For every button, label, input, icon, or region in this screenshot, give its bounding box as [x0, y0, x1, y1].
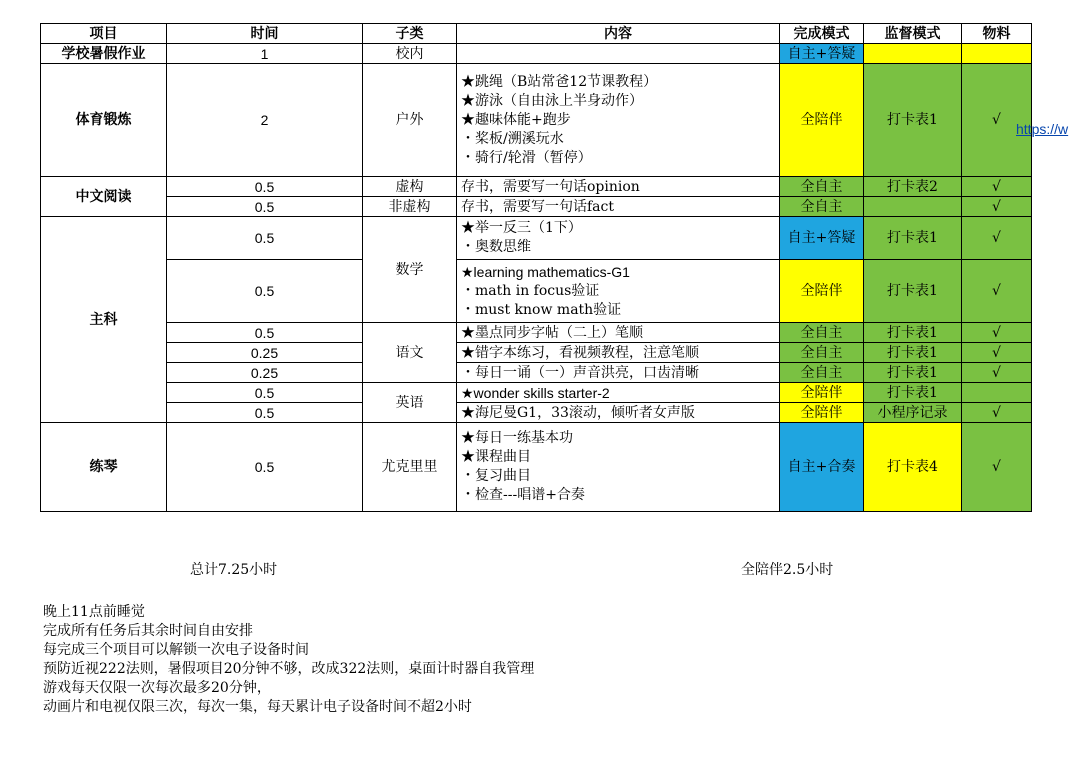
material-cell[interactable]: √: [962, 363, 1032, 383]
note-line: 每完成三个项目可以解锁一次电子设备时间: [43, 642, 309, 658]
time-cell[interactable]: 0.5: [167, 197, 363, 217]
time-cell[interactable]: 0.5: [167, 383, 363, 403]
supervise-cell[interactable]: 打卡表1: [864, 64, 962, 177]
supervise-cell[interactable]: [864, 44, 962, 64]
table-row: [41, 217, 1032, 260]
table-row: [41, 383, 1032, 403]
mode-cell[interactable]: 全自主: [780, 177, 864, 197]
time-cell[interactable]: 0.5: [167, 323, 363, 343]
table-row: [41, 323, 1032, 343]
subcategory-cell[interactable]: 尤克里里: [363, 423, 457, 512]
subcategory-cell[interactable]: 非虚构: [363, 197, 457, 217]
supervise-cell[interactable]: 打卡表1: [864, 363, 962, 383]
mode-cell[interactable]: 自主+答疑: [780, 217, 864, 260]
table-row: [41, 343, 1032, 363]
time-cell[interactable]: 0.5: [167, 423, 363, 512]
mode-cell[interactable]: 全自主: [780, 323, 864, 343]
subcategory-cell[interactable]: 语文: [363, 323, 457, 383]
material-cell[interactable]: √: [962, 403, 1032, 423]
content-cell[interactable]: 存书，需要写一句话fact: [457, 197, 780, 217]
mode-cell[interactable]: 全自主: [780, 197, 864, 217]
table-row: [41, 64, 1032, 177]
subcategory-cell[interactable]: 虚构: [363, 177, 457, 197]
supervise-cell[interactable]: 打卡表1: [864, 383, 962, 403]
table-row: [41, 44, 1032, 64]
time-cell[interactable]: 0.25: [167, 343, 363, 363]
mode-cell[interactable]: 自主+答疑: [780, 44, 864, 64]
content-line: ・桨板/溯溪玩水: [461, 130, 564, 147]
content-cell[interactable]: ・每日一诵（一）声音洪亮，口齿清晰: [457, 363, 780, 383]
table-row: [41, 363, 1032, 383]
mode-cell[interactable]: 全自主: [780, 363, 864, 383]
header-content[interactable]: 内容: [457, 24, 780, 44]
content-line: ・检查---唱谱+合奏: [461, 487, 585, 503]
content-cell[interactable]: [457, 423, 780, 512]
notes-list: [43, 603, 534, 717]
table-row: [41, 423, 1032, 512]
header-row: [41, 24, 1032, 44]
supervise-cell[interactable]: 打卡表1: [864, 343, 962, 363]
header-subcategory[interactable]: 子类: [363, 24, 457, 44]
mode-cell[interactable]: 全陪伴: [780, 64, 864, 177]
material-cell[interactable]: √: [962, 260, 1032, 323]
table-row: [41, 403, 1032, 423]
material-cell[interactable]: √: [962, 197, 1032, 217]
material-cell[interactable]: √: [962, 177, 1032, 197]
content-line: ・must know math验证: [461, 301, 622, 318]
content-cell[interactable]: [457, 260, 780, 323]
time-cell[interactable]: 0.5: [167, 217, 363, 260]
time-cell[interactable]: 0.5: [167, 260, 363, 323]
content-cell[interactable]: [457, 217, 780, 260]
material-cell[interactable]: √: [962, 343, 1032, 363]
content-cell[interactable]: ★错字本练习，看视频教程，注意笔顺: [457, 343, 780, 363]
header-time[interactable]: 时间: [167, 24, 363, 44]
supervise-cell[interactable]: 打卡表2: [864, 177, 962, 197]
content-cell[interactable]: ★墨点同步字帖（二上）笔顺: [457, 323, 780, 343]
content-line: ・骑行/轮滑（暂停）: [461, 149, 592, 166]
mode-cell[interactable]: 全陪伴: [780, 403, 864, 423]
time-cell[interactable]: 0.5: [167, 177, 363, 197]
total-hours: 总计7.25小时: [190, 562, 278, 578]
content-cell[interactable]: 存书，需要写一句话opinion: [457, 177, 780, 197]
material-cell[interactable]: √: [962, 423, 1032, 512]
table-row: [41, 177, 1032, 197]
material-cell[interactable]: √: [962, 64, 1032, 177]
content-line: ・奥数思维: [461, 239, 531, 255]
content-line: ★趣味体能+跑步: [461, 111, 571, 128]
material-cell[interactable]: √: [962, 217, 1032, 260]
note-line: 动画片和电视仅限三次，每次一集，每天累计电子设备时间不超2小时: [43, 699, 472, 715]
header-completion-mode[interactable]: 完成模式: [780, 24, 864, 44]
content-line: ★游泳（自由泳上半身动作）: [461, 92, 643, 109]
plan-table: [40, 23, 1032, 512]
item-cell[interactable]: 主科: [41, 217, 167, 423]
note-line: 晚上11点前睡觉: [43, 604, 145, 620]
material-cell[interactable]: [962, 44, 1032, 64]
note-line: 预防近视222法则，暑假项目20分钟不够，改成322法则，桌面计时器自我管理: [43, 661, 535, 677]
mode-cell[interactable]: 全陪伴: [780, 260, 864, 323]
external-link[interactable]: https://w: [1016, 121, 1069, 137]
time-cell[interactable]: 2: [167, 64, 363, 177]
time-cell[interactable]: 0.5: [167, 403, 363, 423]
header-supervision-mode[interactable]: 监督模式: [864, 24, 962, 44]
time-cell[interactable]: 0.25: [167, 363, 363, 383]
mode-cell[interactable]: 全自主: [780, 343, 864, 363]
content-line: ★举一反三（1下）: [461, 220, 582, 236]
note-line: 游戏每天仅限一次每次最多20分钟，: [43, 680, 271, 696]
content-line: ・math in focus验证: [461, 282, 600, 299]
mode-cell[interactable]: 全陪伴: [780, 383, 864, 403]
supervise-cell[interactable]: 打卡表1: [864, 217, 962, 260]
material-cell[interactable]: √: [962, 323, 1032, 343]
supervise-cell[interactable]: 小程序记录: [864, 403, 962, 423]
content-line: ★learning mathematics-G1: [461, 263, 630, 280]
content-line: ・复习曲目: [461, 468, 531, 484]
item-cell[interactable]: 练琴: [41, 423, 167, 512]
item-cell[interactable]: 中文阅读: [41, 177, 167, 217]
mode-cell[interactable]: 自主+合奏: [780, 423, 864, 512]
supervise-cell[interactable]: 打卡表1: [864, 323, 962, 343]
material-cell[interactable]: [962, 383, 1032, 403]
subcategory-cell[interactable]: 校内: [363, 44, 457, 64]
content-line: ★课程曲目: [461, 449, 531, 465]
supervise-cell[interactable]: 打卡表4: [864, 423, 962, 512]
content-cell[interactable]: ★wonder skills starter-2: [457, 383, 780, 403]
supervise-cell[interactable]: [864, 197, 962, 217]
time-cell[interactable]: 1: [167, 44, 363, 64]
item-cell[interactable]: 学校暑假作业: [41, 44, 167, 64]
header-item[interactable]: 项目: [41, 24, 167, 44]
table-row: [41, 197, 1032, 217]
item-cell[interactable]: 体育锻炼: [41, 64, 167, 177]
subcategory-cell[interactable]: 数学: [363, 217, 457, 323]
content-cell[interactable]: [457, 44, 780, 64]
content-cell[interactable]: ★海尼曼G1，33滚动，倾听者女声版: [457, 403, 780, 423]
accompany-hours: 全陪伴2.5小时: [741, 562, 834, 578]
supervise-cell[interactable]: 打卡表1: [864, 260, 962, 323]
header-material[interactable]: 物料: [962, 24, 1032, 44]
note-line: 完成所有任务后其余时间自由安排: [43, 623, 253, 639]
subcategory-cell[interactable]: 户外: [363, 64, 457, 177]
content-cell[interactable]: [457, 64, 780, 177]
subcategory-cell[interactable]: 英语: [363, 383, 457, 423]
content-line: ★每日一练基本功: [461, 430, 573, 446]
content-line: ★跳绳（B站常爸12节课教程）: [461, 73, 658, 90]
table-row: [41, 260, 1032, 323]
